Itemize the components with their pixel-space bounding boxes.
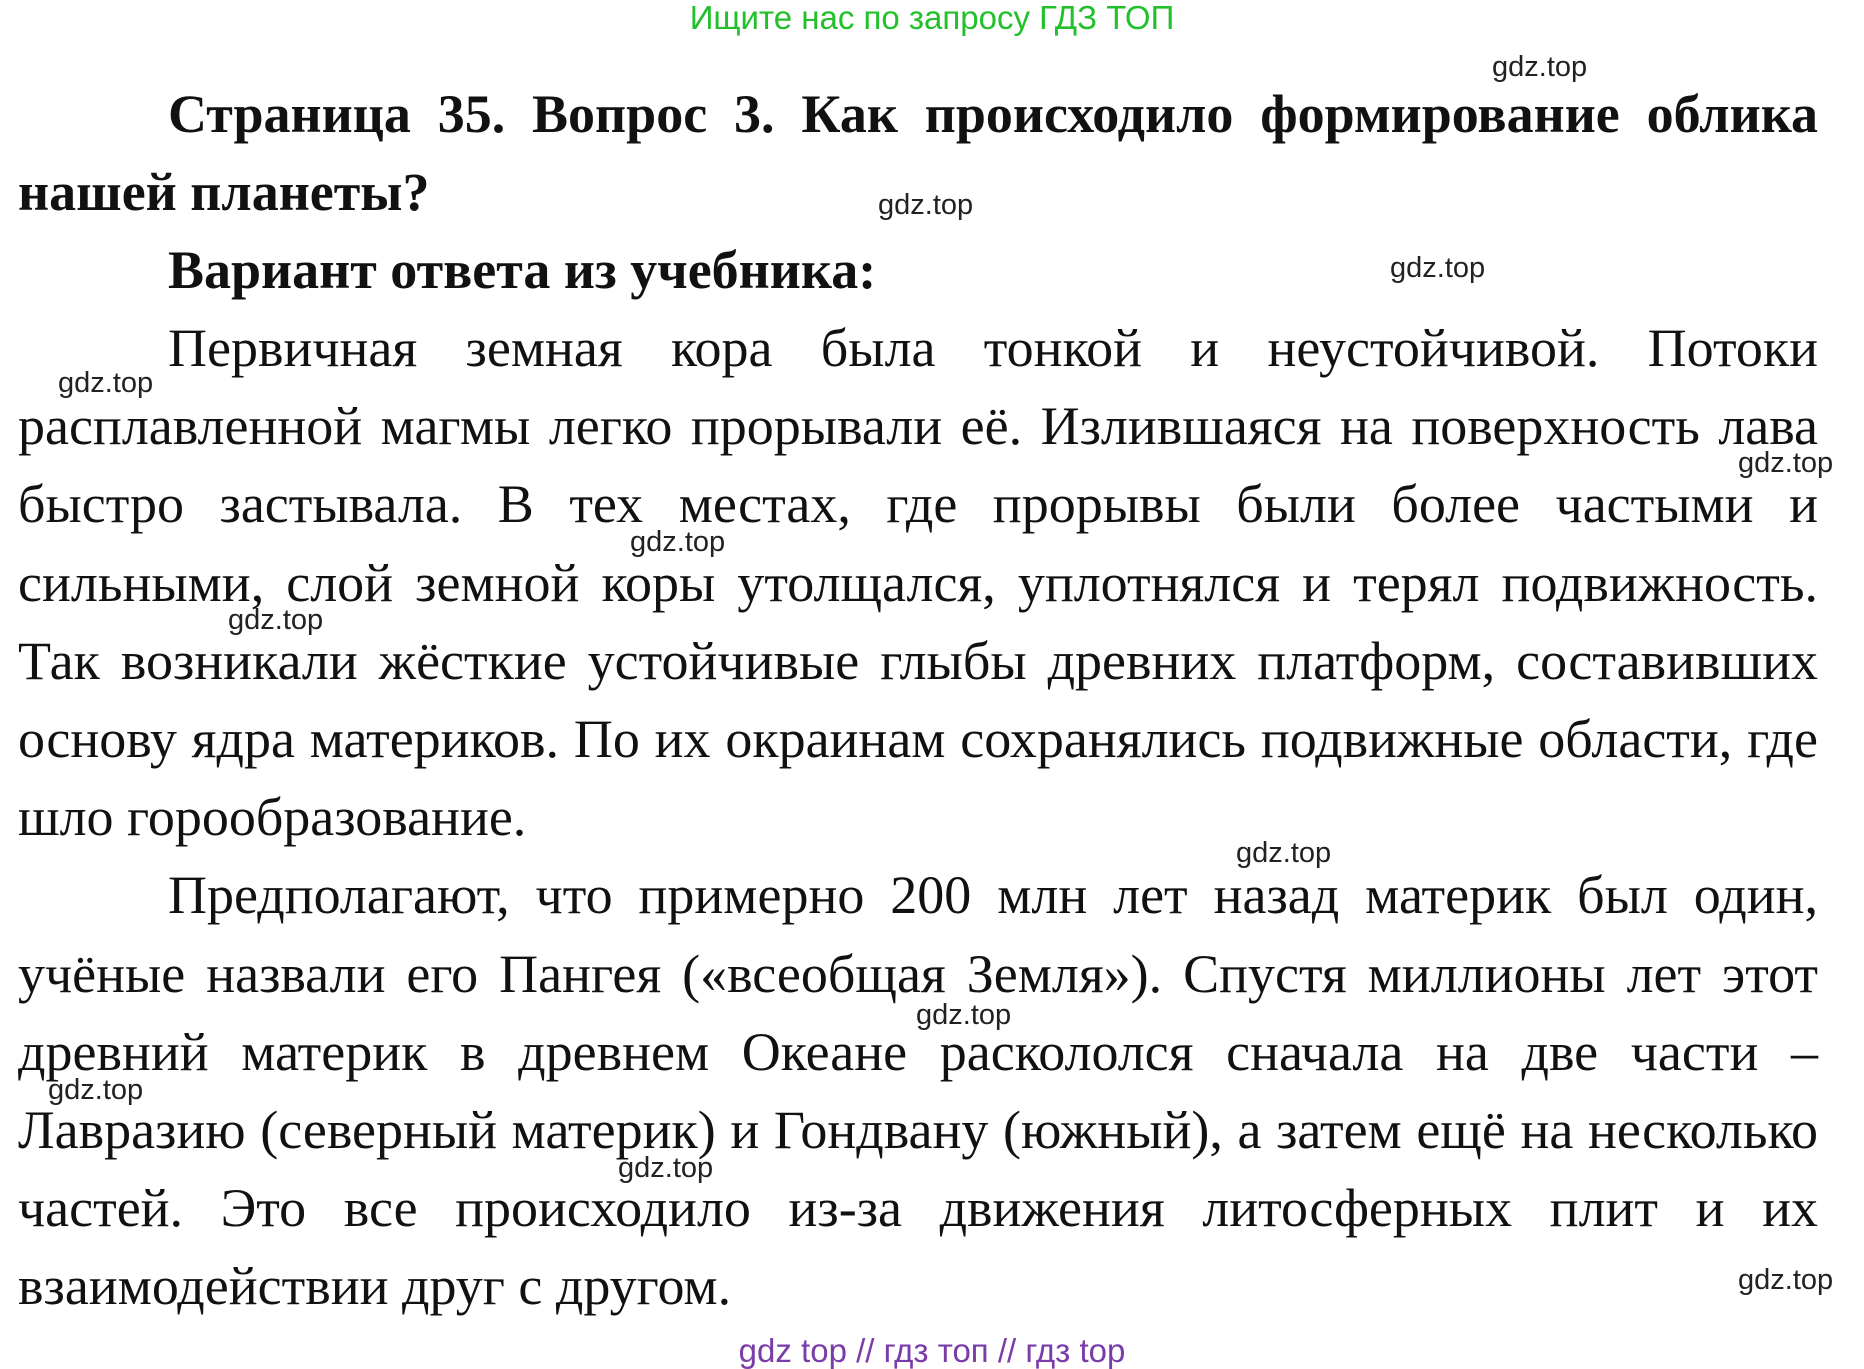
watermark: gdz.top	[1738, 1264, 1834, 1296]
watermark: gdz.top	[1390, 252, 1486, 284]
watermark: gdz.top	[916, 999, 1012, 1031]
watermark: gdz.top	[1492, 51, 1588, 83]
answer-paragraph-2: Предполагают, что примерно 200 млн лет назад материк был один, учёные назвали его Пангея («всеобщая Земля»). Спустя миллионы лет этот древний материк в древнем Океане раскололся сначала на две части – Лавразию (северный материк) и Гондвану (южный), а затем ещё на несколько частей. Это все происходило из-за движения литосферных плит и их взаимодействии друг с другом.	[18, 865, 1818, 1317]
watermark: gdz.top	[1236, 837, 1332, 869]
watermark: gdz.top	[630, 526, 726, 558]
watermark: gdz.top	[618, 1152, 714, 1184]
answer-subheading: Вариант ответа из учебника:	[168, 240, 877, 300]
watermark: gdz.top	[48, 1074, 144, 1106]
watermark: gdz.top	[878, 189, 974, 221]
answer-paragraph-1: Первичная земная кора была тонкой и неустойчивой. Потоки расплавленной магмы легко прорывали её. Излившаяся на поверхность лава быстро застывала. В тех местах, где прорывы были более частыми и сильными, слой земной коры утолщался, уплотнялся и терял подвижность. Так возникали жёсткие устойчивые глыбы древних платформ, составивших основу ядра материков. По их окраинам сохранялись подвижные области, где шло горообразование.	[18, 318, 1818, 848]
question-heading: Страница 35. Вопрос 3. Как происходило формирование облика нашей планеты?	[18, 84, 1818, 222]
footer-watermark: gdz top // гдз топ // гдз top	[738, 1332, 1126, 1369]
watermark: gdz.top	[58, 367, 154, 399]
top-banner: Ищите нас по запросу ГДЗ ТОП	[689, 0, 1175, 36]
watermark: gdz.top	[228, 604, 324, 636]
document-body	[18, 75, 1818, 1326]
watermark: gdz.top	[1738, 447, 1834, 479]
